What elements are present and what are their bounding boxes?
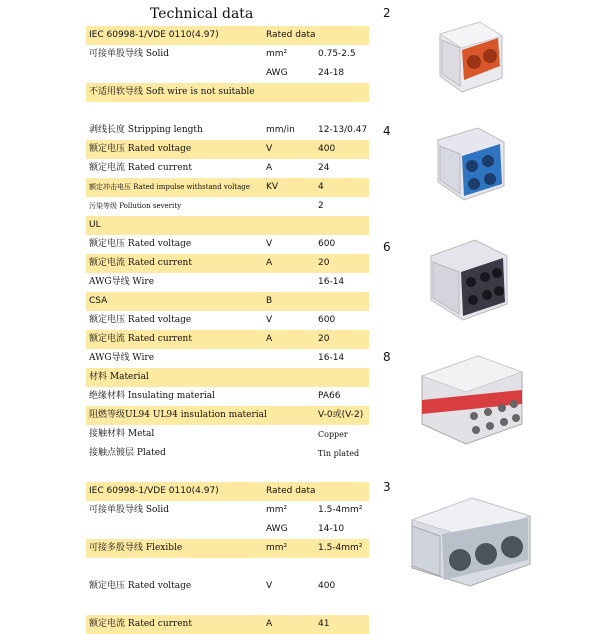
spec-label: AWG导线 Wire [89,353,155,363]
table-spacer [86,102,369,121]
spec-unit: V [266,144,273,154]
table-row [86,520,369,539]
table-row [86,121,369,140]
connector-2-image [432,20,512,100]
spec-label: 材料 Material [89,372,149,382]
table-row [86,444,369,463]
spec-label: AWG导线 Wire [89,277,155,287]
spec-unit: mm² [266,505,288,515]
spec-value: 1.5-4mm² [318,543,363,553]
spec-unit: V [266,239,273,249]
connector-4-image [432,126,514,206]
spec-label: CSA [89,296,108,306]
table-row [86,311,369,330]
spec-value: Copper [318,430,348,439]
page-title: Technical data [150,6,254,22]
table-row [86,368,369,387]
spec-value: 14-10 [318,524,345,534]
spec-label: 不适用软导线 Soft wire is not suitable [89,87,255,97]
spec-unit: AWG [266,524,288,534]
spec-unit: V [266,315,273,325]
spec-value: 12-13/0.47 [318,125,368,135]
table-row [86,330,369,349]
spec-value: 400 [318,144,336,154]
spec-label: 额定电压 Rated voltage [89,239,192,249]
spec-label: IEC 60998-1/VDE 0110(4.97) [89,30,219,40]
spec-value: 0.75-2.5 [318,49,356,59]
table-spacer [86,463,369,482]
spec-unit: A [266,258,273,268]
spec-label: 额定电压 Rated voltage [89,144,192,154]
spec-unit: AWG [266,68,288,78]
spec-value: 41 [318,619,330,629]
spec-label: 额定电流 Rated current [89,619,192,629]
connector-3-image [408,490,536,590]
spec-unit: Rated data [266,30,316,40]
spec-label: 可接单股导线 Solid [89,505,169,515]
table-row [86,159,369,178]
spec-label: 可接单股导线 Solid [89,49,169,59]
spec-unit: B [266,296,273,306]
spec-label: 额定冲击电压 Rated impulse withstand voltage [89,183,250,191]
table-row [86,615,369,634]
product-label: 8 [383,350,391,364]
table-row [86,83,369,102]
table-row [86,292,369,311]
technical-data-table [86,26,369,634]
spec-label: 额定电流 Rated current [89,258,192,268]
spec-value: 4 [318,182,324,192]
table-row [86,197,369,216]
spec-label: 额定电流 Rated current [89,334,192,344]
spec-label: UL [89,220,101,230]
spec-unit: mm² [266,543,288,553]
spec-value: 20 [318,334,330,344]
spec-unit: KV [266,182,279,192]
spec-label: 污染等级 Pollution severity [89,202,182,210]
spec-value: 24 [318,163,330,173]
spec-label: IEC 60998-1/VDE 0110(4.97) [89,486,219,496]
product-label: 2 [383,6,391,20]
spec-value: 2 [318,201,324,211]
spec-value: 600 [318,315,336,325]
table-row [86,216,369,235]
table-row [86,577,369,596]
table-row [86,235,369,254]
table-row [86,501,369,520]
spec-label: 额定电压 Rated voltage [89,581,192,591]
table-row [86,349,369,368]
spec-label: 接触点镀层 Plated [89,448,166,458]
table-row [86,273,369,292]
spec-value: V-0或(V-2) [318,410,364,420]
spec-value: PA66 [318,391,341,401]
spec-value: 400 [318,581,336,591]
spec-label: 阻燃等级UL94 UL94 insulation material [89,410,267,420]
spec-label: 剥线长度 Stripping length [89,125,203,135]
spec-unit: A [266,163,273,173]
table-row [86,539,369,558]
table-row [86,45,369,64]
spec-value: 600 [318,239,336,249]
table-row [86,482,369,501]
table-row [86,406,369,425]
spec-value: 24-18 [318,68,345,78]
spec-value: 16-14 [318,353,345,363]
spec-label: 绝缘材料 Insulating material [89,391,216,401]
table-row [86,425,369,444]
table-row [86,140,369,159]
spec-unit: mm/in [266,125,295,135]
table-row [86,254,369,273]
spec-label: 接触材料 Metal [89,429,155,439]
spec-unit: A [266,334,273,344]
spec-label: 额定电流 Rated current [89,163,192,173]
product-label: 6 [383,240,391,254]
table-row [86,387,369,406]
spec-value: 16-14 [318,277,345,287]
connector-6-image [425,238,517,328]
connector-8-image [418,352,528,448]
product-label: 4 [383,124,391,138]
spec-value: 20 [318,258,330,268]
spec-label: 可接多股导线 Flexible [89,543,183,553]
table-row [86,64,369,83]
spec-unit: V [266,581,273,591]
product-label: 3 [383,480,391,494]
spec-value: 1.5-4mm² [318,505,363,515]
table-row [86,178,369,197]
spec-label: 额定电压 Rated voltage [89,315,192,325]
spec-value: Tin plated [318,449,360,458]
spec-unit: mm² [266,49,288,59]
table-row [86,558,369,577]
spec-unit: Rated data [266,486,316,496]
table-row [86,596,369,615]
table-row [86,26,369,45]
spec-unit: A [266,619,273,629]
